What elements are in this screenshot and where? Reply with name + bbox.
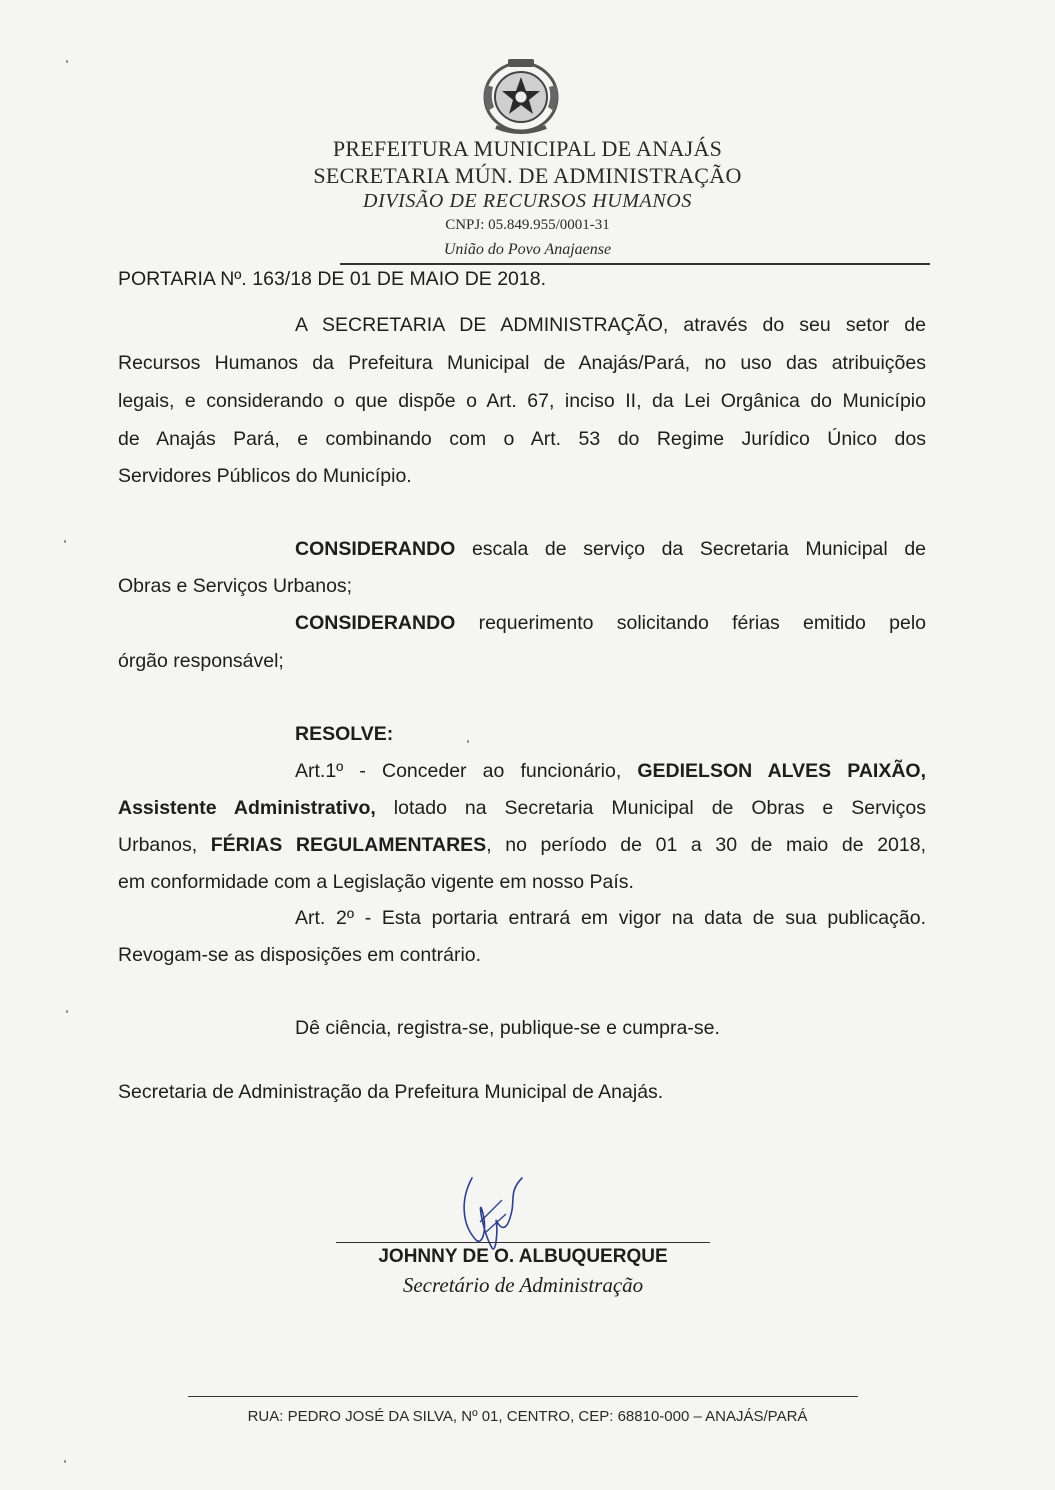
- header-divisao: DIVISÃO DE RECURSOS HUMANOS: [363, 190, 692, 212]
- header-secretaria: SECRETARIA MÚN. DE ADMINISTRAÇÃO: [313, 163, 742, 188]
- art1-line-4: em conformidade com a Legislação vigente em nosso País.: [118, 871, 634, 893]
- scan-speck: [66, 60, 68, 63]
- art1-line-3-text: , no período de 01 a 30 de maio de 2018,: [486, 834, 926, 856]
- art1-line-1: [295, 760, 926, 783]
- header-cnpj: CNPJ: 05.849.955/0001-31: [445, 217, 610, 233]
- preamble-line-4: de Anajás Pará, e combinando com o Art. 53 do Regime Jurídico Único dos: [118, 428, 926, 450]
- resolve-heading: RESOLVE:: [295, 723, 394, 745]
- art2-line-2: Revogam-se as disposições em contrário.: [118, 944, 482, 966]
- art1-line-2: [118, 797, 926, 820]
- art1-employee: GEDIELSON ALVES PAIXÃO,: [637, 760, 926, 782]
- municipal-seal-icon: [478, 55, 564, 135]
- header-prefeitura: PREFEITURA MUNICIPAL DE ANAJÁS: [332, 136, 723, 161]
- issuing-place: Secretaria de Administração da Prefeitura Municipal de Anajás.: [118, 1081, 664, 1103]
- closing-formula: Dê ciência, registra-se, publique-se e cumpra-se.: [295, 1017, 720, 1039]
- considerando-1-line-1: [295, 538, 926, 561]
- considerando-2-line-1: [295, 612, 926, 635]
- considerando-1-label: CONSIDERANDO: [295, 538, 456, 560]
- scan-speck: [64, 1460, 66, 1463]
- preamble-line-1: A SECRETARIA DE ADMINISTRAÇÃO, através do seu setor de: [295, 314, 926, 336]
- signer-name: JOHNNY DE O. ALBUQUERQUE: [378, 1246, 668, 1267]
- art1-ferias: FÉRIAS REGULAMENTARES: [210, 834, 487, 856]
- header-slogan: União do Povo Anajaense: [443, 241, 612, 258]
- footer-address: RUA: PEDRO JOSÉ DA SILVA, Nº 01, CENTRO, CEP: 68810-000 – ANAJÁS/PARÁ: [247, 1408, 808, 1425]
- considerando-2-line-2: órgão responsável;: [118, 650, 284, 672]
- considerando-2-label: CONSIDERANDO: [295, 612, 456, 634]
- considerando-1-text: escala de serviço da Secretaria Municipal de: [471, 538, 927, 560]
- art1-role: Assistente Administrativo,: [118, 797, 376, 819]
- considerando-1-line-2: Obras e Serviços Urbanos;: [118, 575, 353, 597]
- scan-speck: [467, 740, 469, 743]
- art1-line-2-text: lotado na Secretaria Municipal de Obras e Serviços: [393, 797, 926, 819]
- preamble-line-2: Recursos Humanos da Prefeitura Municipal de Anajás/Pará, no uso das atribuições: [118, 352, 926, 374]
- preamble-line-3: legais, e considerando o que dispõe o Art. 67, inciso II, da Lei Orgânica do Município: [118, 390, 926, 412]
- art1-prefix: Art.1º - Conceder ao funcionário,: [295, 760, 622, 782]
- header-divider: [340, 263, 930, 265]
- signer-title: Secretário de Administração: [402, 1273, 644, 1297]
- scan-speck: [66, 1010, 68, 1013]
- portaria-number: PORTARIA Nº. 163/18 DE 01 DE MAIO DE 2018.: [118, 268, 547, 290]
- art1-line-3-start: Urbanos,: [118, 834, 198, 856]
- art1-line-3: [118, 834, 926, 857]
- art2-line-1: Art. 2º - Esta portaria entrará em vigor na data de sua publicação.: [295, 907, 926, 929]
- scan-speck: [64, 540, 66, 543]
- considerando-2-text: requerimento solicitando férias emitido pelo: [478, 612, 926, 634]
- footer-divider: [188, 1396, 858, 1397]
- preamble-line-5: Servidores Públicos do Município.: [118, 465, 412, 487]
- signature-line: [336, 1242, 710, 1243]
